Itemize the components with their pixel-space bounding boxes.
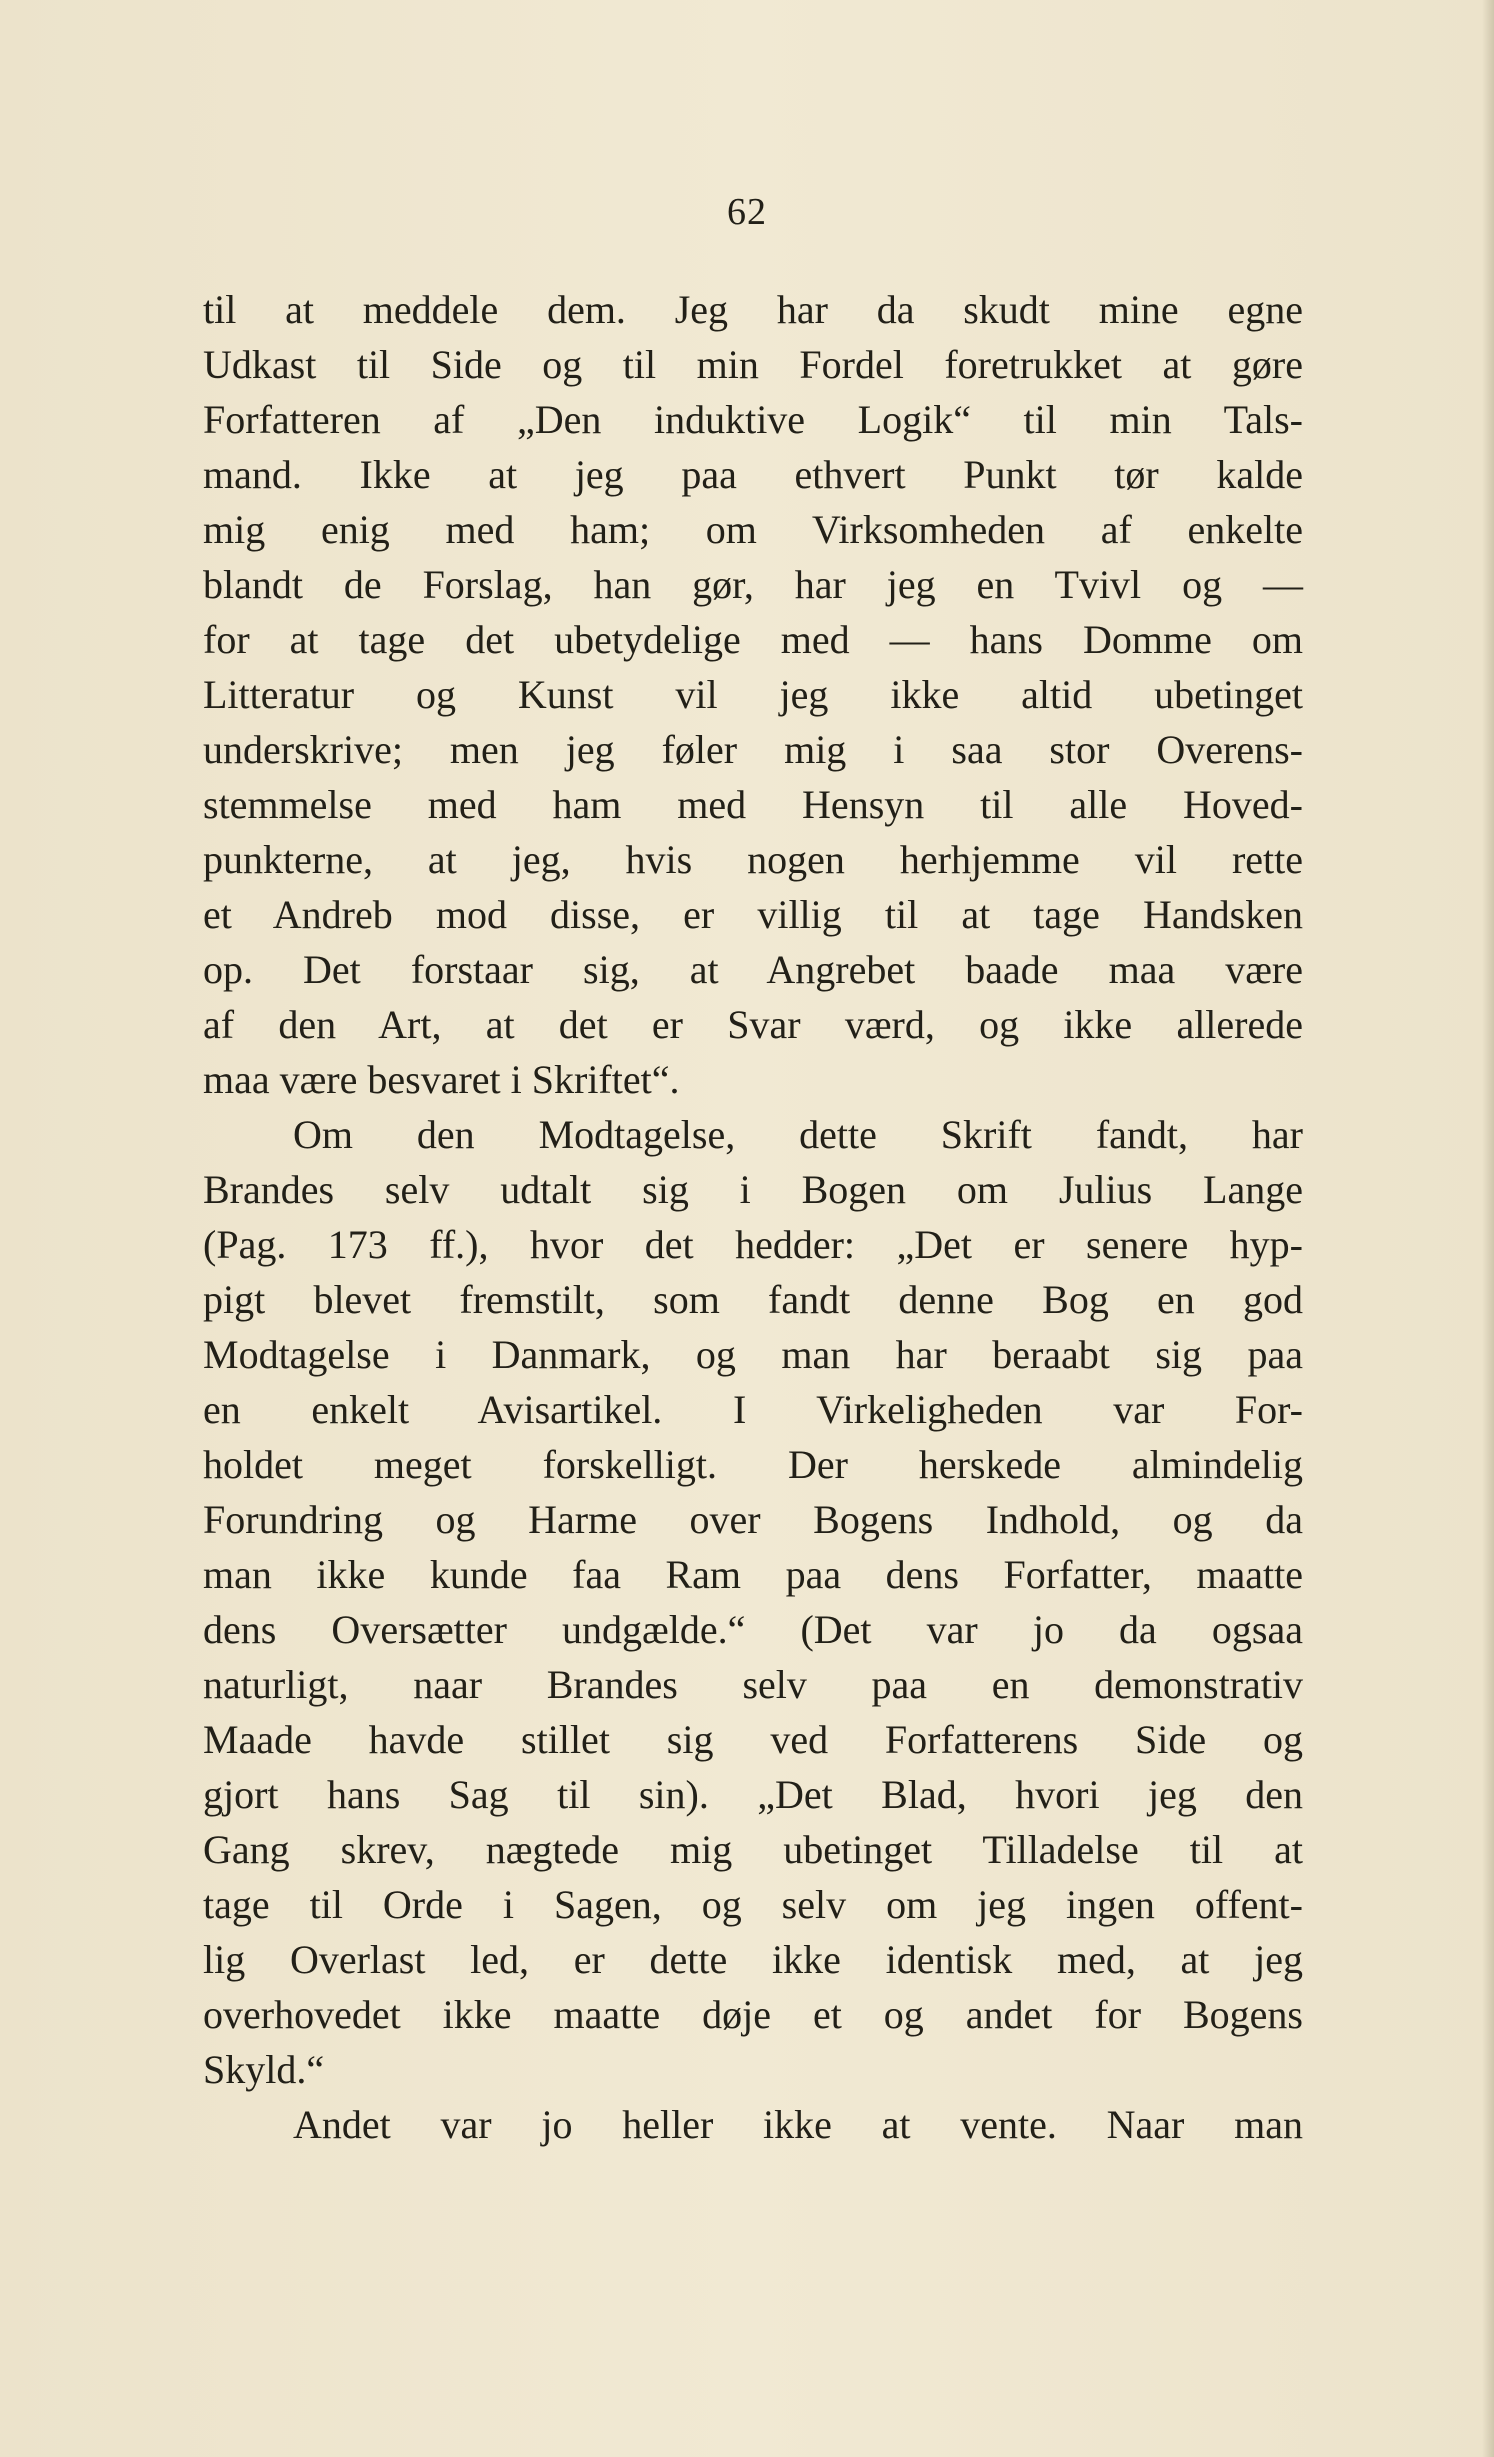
page-number: 62 [727,191,767,233]
body-text [203,282,1303,2152]
text-line: underskrive; men jeg føler mig i saa stor Overens- [203,727,1303,772]
text-line: blandt de Forslag, han gør, har jeg en Tvivl og — [203,562,1303,607]
page-edge-shadow [1482,0,1494,2457]
text-line: stemmelse med ham med Hensyn til alle Hoved- [203,782,1303,827]
text-line: punkterne, at jeg, hvis nogen herhjemme vil rette [203,837,1303,882]
text-line: af den Art, at det er Svar værd, og ikke allerede [203,1002,1303,1047]
text-line: Litteratur og Kunst vil jeg ikke altid ubetinget [203,672,1303,717]
text-line: Gang skrev, nægtede mig ubetinget Tilladelse til at [203,1827,1303,1872]
text-line: Brandes selv udtalt sig i Bogen om Julius Lange [203,1167,1303,1212]
text-line: mig enig med ham; om Virksomheden af enkelte [203,507,1303,552]
text-line: overhovedet ikke maatte døje et og andet for Bogens [203,1992,1303,2037]
text-line: holdet meget forskelligt. Der herskede almindelig [203,1442,1303,1487]
paragraph-start-line: Om den Modtagelse, dette Skrift fandt, har [293,1112,1303,1157]
text-line: Forundring og Harme over Bogens Indhold, og da [203,1497,1303,1542]
text-line: man ikke kunde faa Ram paa dens Forfatter, maatte [203,1552,1303,1597]
text-line: gjort hans Sag til sin). „Det Blad, hvori jeg den [203,1772,1303,1817]
text-line: tage til Orde i Sagen, og selv om jeg ingen offent- [203,1882,1303,1927]
text-line: Skyld.“ [203,2047,325,2092]
text-line: et Andreb mod disse, er villig til at tage Handsken [203,892,1303,937]
text-line: maa være besvaret i Skriftet“. [203,1057,680,1102]
paragraph-start-line: Andet var jo heller ikke at vente. Naar man [293,2102,1303,2147]
text-line: Forfatteren af „Den induktive Logik“ til min Tals- [203,397,1303,442]
text-line: for at tage det ubetydelige med — hans Domme om [203,617,1303,662]
text-line: Udkast til Side og til min Fordel foretrukket at gøre [203,342,1303,387]
text-line: pigt blevet fremstilt, som fandt denne Bog en god [203,1277,1303,1322]
text-line: Modtagelse i Danmark, og man har beraabt sig paa [203,1332,1303,1377]
text-line: Maade havde stillet sig ved Forfatterens Side og [203,1717,1303,1762]
text-line: naturligt, naar Brandes selv paa en demonstrativ [203,1662,1303,1707]
text-line: (Pag. 173 ff.), hvor det hedder: „Det er senere hyp- [203,1222,1303,1267]
text-line: dens Oversætter undgælde.“ (Det var jo da ogsaa [203,1607,1303,1652]
text-line: lig Overlast led, er dette ikke identisk med, at jeg [203,1937,1303,1982]
text-line: en enkelt Avisartikel. I Virkeligheden var For- [203,1387,1303,1432]
text-line: til at meddele dem. Jeg har da skudt mine egne [203,287,1303,332]
text-line: op. Det forstaar sig, at Angrebet baade maa være [203,947,1303,992]
text-line: mand. Ikke at jeg paa ethvert Punkt tør kalde [203,452,1303,497]
